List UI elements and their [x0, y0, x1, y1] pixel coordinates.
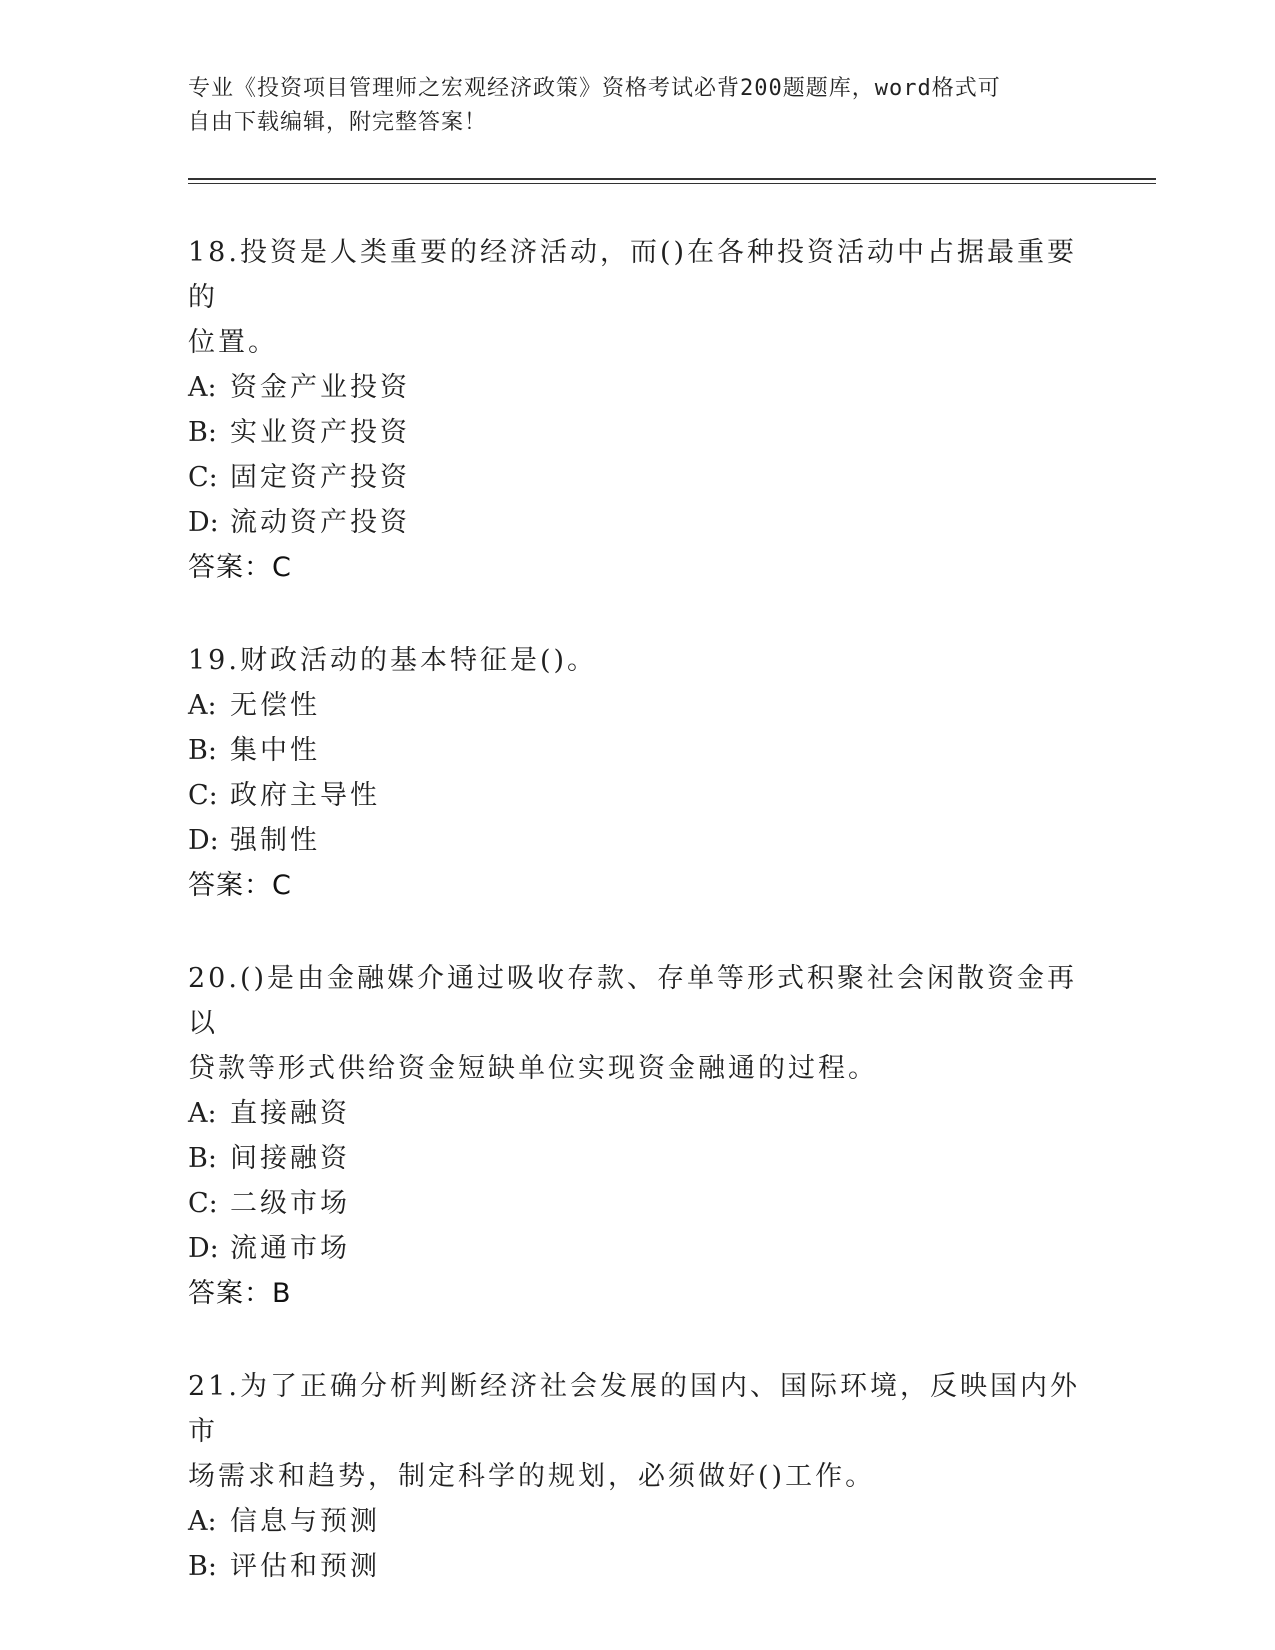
option-letter: A: — [188, 1098, 217, 1129]
answer-line: 答案：C — [188, 552, 292, 583]
question-stem-line-2: 位置。 — [188, 327, 278, 358]
header-line-2: 自由下载编辑，附完整答案！ — [188, 110, 488, 135]
option-text: 固定资产投资 — [230, 462, 410, 493]
answer-line: 答案：C — [188, 870, 292, 901]
option-letter: C: — [188, 1188, 218, 1219]
option-c — [188, 455, 1088, 500]
option-letter: A: — [188, 690, 217, 721]
question-21 — [188, 1364, 1088, 1589]
option-a — [188, 1091, 1088, 1136]
question-list — [188, 230, 1088, 1637]
option-text: 政府主导性 — [230, 780, 380, 811]
question-stem-line-2: 场需求和趋势，制定科学的规划，必须做好()工作。 — [188, 1461, 876, 1492]
option-text: 实业资产投资 — [230, 417, 410, 448]
header-divider-thick — [188, 178, 1156, 180]
option-text: 强制性 — [230, 825, 320, 856]
option-text: 无偿性 — [230, 690, 320, 721]
option-letter: A: — [188, 372, 217, 403]
option-text: 资金产业投资 — [230, 372, 410, 403]
option-text: 流动资产投资 — [230, 507, 410, 538]
option-b — [188, 1544, 1088, 1589]
option-d — [188, 1226, 1088, 1271]
question-19 — [188, 638, 1088, 908]
option-letter: B: — [188, 1551, 217, 1582]
option-c — [188, 1181, 1088, 1226]
document-header — [188, 72, 1088, 140]
option-letter: A: — [188, 1506, 217, 1537]
option-b — [188, 728, 1088, 773]
option-a — [188, 1499, 1088, 1544]
header-divider-thin — [188, 183, 1156, 184]
question-20 — [188, 956, 1088, 1316]
option-b — [188, 1136, 1088, 1181]
option-d — [188, 818, 1088, 863]
option-letter: C: — [188, 462, 218, 493]
question-stem-line-2: 贷款等形式供给资金短缺单位实现资金融通的过程。 — [188, 1053, 878, 1084]
option-letter: B: — [188, 417, 217, 448]
answer-line: 答案：B — [188, 1278, 292, 1309]
option-a — [188, 365, 1088, 410]
option-text: 流通市场 — [230, 1233, 350, 1264]
question-stem-line-1: 21.为了正确分析判断经济社会发展的国内、国际环境，反映国内外市 — [188, 1371, 1080, 1447]
option-text: 评估和预测 — [230, 1551, 380, 1582]
option-letter: B: — [188, 735, 217, 766]
option-text: 信息与预测 — [230, 1506, 380, 1537]
option-letter: D: — [188, 507, 219, 538]
question-stem-line-1: 19.财政活动的基本特征是()。 — [188, 645, 598, 676]
question-18 — [188, 230, 1088, 590]
option-letter: D: — [188, 825, 219, 856]
option-text: 二级市场 — [230, 1188, 350, 1219]
question-stem-line-1: 20.()是由金融媒介通过吸收存款、存单等形式积聚社会闲散资金再以 — [188, 963, 1078, 1039]
option-text: 直接融资 — [230, 1098, 350, 1129]
option-c — [188, 773, 1088, 818]
option-b — [188, 410, 1088, 455]
option-d — [188, 500, 1088, 545]
header-line-1: 专业《投资项目管理师之宏观经济政策》资格考试必背200题题库，word格式可 — [188, 76, 1001, 101]
option-letter: D: — [188, 1233, 219, 1264]
option-a — [188, 683, 1088, 728]
option-text: 间接融资 — [230, 1143, 350, 1174]
option-letter: B: — [188, 1143, 217, 1174]
question-stem-line-1: 18.投资是人类重要的经济活动，而()在各种投资活动中占据最重要的 — [188, 237, 1078, 313]
option-text: 集中性 — [230, 735, 320, 766]
option-letter: C: — [188, 780, 218, 811]
